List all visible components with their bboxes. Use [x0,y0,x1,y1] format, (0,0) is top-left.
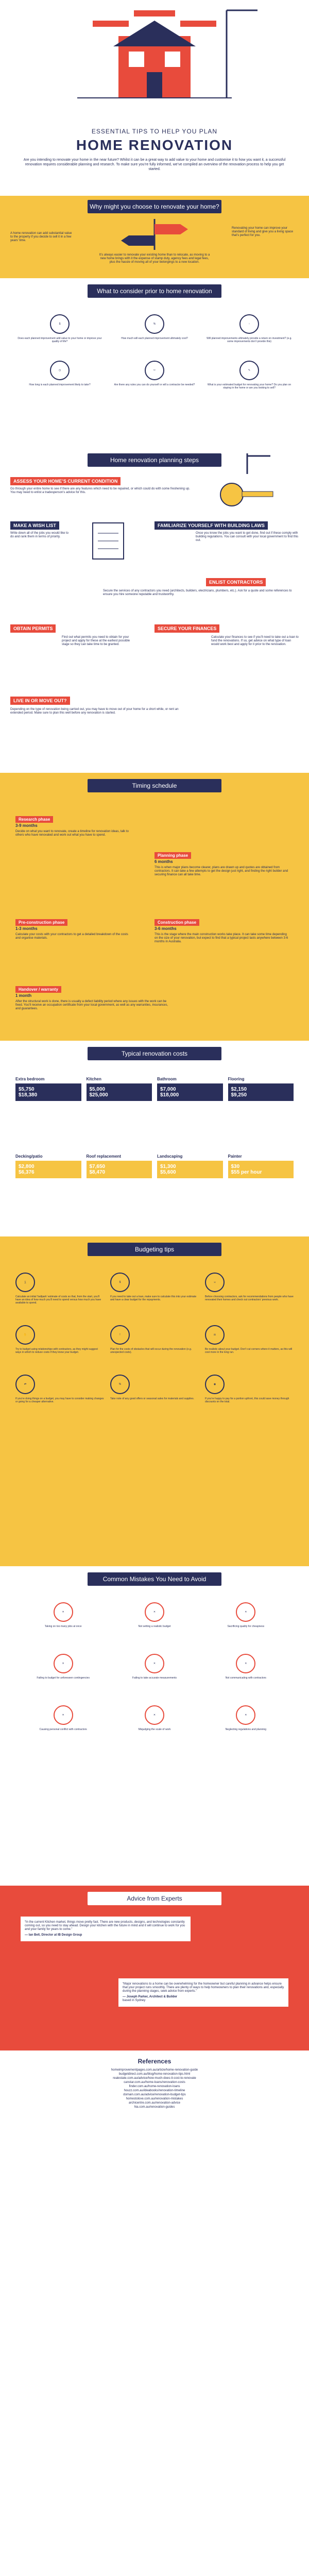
mistake-text: Sacrificing quality for cheapness [227,1625,265,1628]
regulations-icon: ✕ [236,1705,255,1725]
budget-tip [110,1375,199,1403]
construction-duration: 3-6 months [154,926,177,931]
handover-phase [15,984,170,1011]
advice-title: Advice from Experts [88,1892,221,1905]
consider-text: How long is each planned improvement likely to take? [29,383,91,386]
cost-label: Bathroom [157,1077,177,1081]
research-duration: 3-9 months [15,823,38,828]
wallet-icon: ✕ [145,1602,164,1622]
chat-icon: ✕ [236,1654,255,1673]
build-title: FAMILIARIZE YOURSELF WITH BUILDING LAWS [154,521,268,530]
header-illustration [0,0,309,124]
why-center-text: It’s always easier to renovate your existing home than to relocate, as moving to a new home brings with it the expense of stamp duty, agency fees and legal fees, plus the hassle of moving all of your belongings to a new location. [99,253,210,264]
cost-label: Painter [228,1154,242,1159]
mistake-text: Not setting a realistic budget [138,1625,171,1628]
clock-icon: ◷ [50,361,70,380]
cost-low: $2,150 [231,1087,247,1092]
costs-row-2 [15,1154,294,1190]
assess-text: Go through your entire home to see if there are any features which need to be repaired, or which could do with some freshening up. You may need to enlist a tradesperson’s advice for this. [10,487,190,494]
mistake-item [203,1654,288,1680]
mistake-item [21,1654,106,1680]
cost-label: Flooring [228,1077,245,1081]
budget-section [0,1236,309,1566]
reference-link[interactable]: budgetdirect.com.au/blog/home-renovation-tips.html [118,2073,191,2076]
precon-text: Calculate your costs with your contractors to get a detailed breakdown of the costs and organise materials. [15,933,128,940]
cost-item [87,1154,152,1190]
budget-text: Plan for the costs of obstacles that will occur during the renovation (e.g. unexpected costs). [110,1348,192,1354]
budget-tip [205,1325,294,1354]
costs-section [0,1041,309,1236]
consider-text: Are there any rules you can do yourself or will a contractor be needed? [114,383,195,386]
consider-grid [15,314,294,389]
wish-step [10,520,72,539]
quote-2-text: “Major renovations to a home can be overwhelming for the homeowner but careful planning in advance helps ensure that your project runs smoothly. There are plenty of ways to help homeowners to plan their renovations and, especially during the planning stages, seek advice from experts.” [123,1982,284,1993]
warning-icon: ! [110,1325,130,1345]
cost-item [228,1077,294,1113]
cost-low: $2,800 [19,1164,35,1170]
wish-text: Write down all of the jobs you would like to do and rank them in terms of priority. [10,532,68,538]
construction-phase [154,917,288,944]
advice-section [0,1886,309,2050]
cost-high: $18,000 [160,1092,179,1098]
conflict-icon: ✕ [54,1705,73,1725]
timing-title: Timing schedule [88,779,221,792]
planning-phase [154,850,288,877]
loan-icon: $ [110,1273,130,1292]
live-title: LIVE IN OR MOVE OUT? [10,697,70,705]
quote-2 [118,1978,288,2007]
cost-label: Extra bedroom [15,1077,45,1081]
reference-link[interactable]: domain.com.au/advice/renovation-budget-tips [123,2093,186,2096]
consider-text: How much will each planned improvement ultimately cost? [121,337,188,340]
permits-step [10,623,144,647]
consider-item [205,314,294,343]
permits-text: Find out what permits you need to obtain for your project and apply for these at the earliest possible stage so they can take time to be granted. [62,636,130,646]
why-title: Why might you choose to renovate your home? [88,200,221,213]
mistake-item [203,1602,288,1628]
research-label: Research phase [15,816,53,823]
cost-low: $5,750 [19,1087,35,1092]
cost-low: $30 [231,1164,240,1170]
reference-link[interactable]: canstar.com.au/home-loans/renovation-costs [124,2081,185,2084]
mistakes-grid [21,1602,288,1731]
budget-text: Try to budget using relationships with contractors, as they might suggest ways in which to reduce costs if they know your budget. [15,1348,98,1354]
budget-tip [15,1325,104,1354]
contingency-icon: ✕ [54,1654,73,1673]
planning-steps-section [0,453,309,773]
intro-text: Are you intending to renovate your home in the near future? Whilst it can be a great way to add value to your home and customise it to how you want it, a successful renovation requires considerable planning and research. To make sure you’re fully informed, we’ve compiled an overview of the renovation process to help you get started. [23,158,286,171]
reference-link[interactable]: homeimprovementpages.com.au/article/home-renovation-guide [111,2069,198,2072]
ruler-icon: ✕ [145,1654,164,1673]
mistake-item [203,1705,288,1731]
cost-low: $7,000 [160,1087,176,1092]
cost-label: Roof replacement [86,1154,122,1159]
mistakes-section [0,1566,309,1886]
consider-title: What to consider prior to home renovation [88,284,221,298]
reference-link[interactable]: houzz.com.au/ideabooks/renovation-timeline [124,2089,185,2092]
cost-item [87,1077,152,1113]
cost-high: $18,380 [19,1092,38,1098]
budget-text: Take note of any good offers or seasonal sales for materials and supplies. [110,1397,195,1400]
cost-low: $7,650 [89,1164,106,1170]
cost-high: $55 per hour [231,1170,262,1175]
handover-label: Handover / warranty [15,986,61,993]
cost-item [15,1154,81,1190]
cost-icon: % [145,314,164,334]
why-left-text: A home renovation can add substantial value to the property if you decide to sell it in a few years’ time. [10,232,72,242]
consider-item [205,361,294,389]
mistake-item [112,1602,197,1628]
house-illustration [0,0,309,124]
swap-icon: ⇄ [15,1375,35,1394]
quote-1-text: “In the current Kitchen market, things move pretty fast. There are new products, designs, and technologies constantly coming out, so you need to stay ahead. Design your kitchen with the future in mind and it will continue to work for you and your family for years to come.” [25,1921,185,1931]
budget-title: Budgeting tips [88,1243,221,1256]
mistakes-title: Common Mistakes You Need to Avoid [88,1572,221,1586]
finance-title: SECURE YOUR FINANCES [154,624,219,633]
cost-high: $9,250 [231,1092,247,1098]
header-subtitle: ESSENTIAL TIPS TO HELP YOU PLAN [91,128,218,135]
planning-text: This is when major plans become clearer, plans are drawn up and quotes are obtained from contractors. It can take a few attempts to get the design just right, and finding the right builder and securing finance can all take time. [154,866,288,876]
assess-step [10,476,191,495]
wish-title: MAKE A WISH LIST [10,521,59,530]
cost-high: $8,470 [89,1170,106,1175]
consider-section [0,278,309,453]
research-phase [15,814,129,837]
cost-low: $1,300 [160,1164,176,1170]
planning-label: Planning phase [154,852,191,859]
cost-item [15,1077,81,1113]
build-text: Once you know the jobs you want to get done, find out if these comply with building regulations. You can consult with your local government to find this out. [196,532,299,542]
budget-text: If you’re happy to pay for a portion upfront, this could save money through discounts on the total. [205,1397,289,1403]
tag-icon: % [110,1375,130,1394]
budget-text: Be realistic about your budget. Don’t cut corners where it matters, as this will cost more in the long run. [205,1348,293,1354]
mistake-item [21,1602,106,1628]
costs-title: Typical renovation costs [88,1047,221,1060]
cost-high: $6,376 [19,1170,35,1175]
precon-phase [15,917,129,940]
reference-link[interactable]: archicentre.com.au/renovation-advice [128,2102,181,2105]
mistake-text: Taking on too many jobs at once [44,1625,82,1628]
costs-row-1 [15,1077,294,1113]
piggy-bank-icon: ◉ [205,1375,225,1394]
assess-title: ASSESS YOUR HOME’S CURRENT CONDITION [10,477,121,485]
budget-tip [205,1273,294,1304]
mistake-text: Causing personal conflict with contractors [39,1728,87,1731]
construction-label: Construction phase [154,919,199,926]
budget-text: If you’re doing things on a budget, you may have to consider making changes or going for a cheaper alternative. [15,1397,104,1403]
people-icon: ☺ [205,1273,225,1292]
consider-item [15,361,104,389]
handover-duration: 1 month [15,993,32,998]
mistake-item [21,1705,106,1731]
live-step [10,696,299,715]
construction-text: This is the stage where the main construction works take place. It can take some time depending on the size of your renovation, but expect to find that a typical project lasts anywhere between 3-6 months in Australia. [154,933,288,943]
tools-icon: ✂ [145,361,164,380]
cost-label: Decking/patio [15,1154,43,1159]
contract-title: ENLIST CONTRACTORS [206,578,266,586]
precon-duration: 1-3 months [15,926,38,931]
consider-item [110,314,199,343]
live-text: Depending on the type of renovation being carried out, you may have to move out of your home for a short while, or rent an extended period. Make sure to plan this well before any renovation is started. [10,708,179,715]
cost-item [157,1154,223,1190]
reference-link[interactable]: finder.com.au/home-renovation-loans [129,2085,180,2088]
finance-text: Calculate your finances to see if you’ll need to take out a loan to fund the renovations. If so, get advice on what type of loan would work best and apply for it prior to the renovation. [211,636,299,646]
consider-text: Will planned improvements ultimately provide a return on investment? (e.g. some improvements don’t provide this) [207,337,292,343]
budget-text: Calculate an initial ‘ballpark’ estimate of costs so that, from the start, you’ll have an idea of how much you’ll need to spend versus how much you have available to spend. [15,1295,101,1304]
signpost-icon [113,219,196,250]
budget-tip [15,1273,104,1304]
cost-label: Landscaping [157,1154,183,1159]
consider-text: What is your estimated budget for renovating your home? Do you plan on staying in the home or are you looking to sell? [207,383,291,389]
consider-text: Does each planned improvement add value to your home or improve your quality of life? [18,337,102,343]
why-section [0,196,309,278]
calculator-icon: ∑ [15,1273,35,1292]
consider-item [110,361,199,389]
scale-misjudge-icon: ✕ [145,1705,164,1725]
permits-title: OBTAIN PERMITS [10,624,56,633]
stages-title: Home renovation planning steps [88,453,221,467]
mistake-text: Not communicating with contractors [225,1676,266,1680]
consider-item [15,314,104,343]
research-text: Decide on what you want to renovate, create a timeline for renovation ideas, talk to others who have renovated and work out what you have to spend. [15,830,129,837]
page-title: HOME RENOVATION [76,137,233,153]
reference-link[interactable]: realestate.com.au/advice/how-much-does-it-cost-to-renovate [113,2077,196,2080]
crane-icon [242,453,273,474]
build-step [154,520,299,543]
investment-icon: ↑ [239,314,259,334]
cost-item [157,1077,223,1113]
references-section [0,2050,309,2555]
handover-text: After the structural work is done, there is usually a defect liability period where any issues with the work can be fixed. You’ll receive an occupation certificate from your local government, as well as any warranties, insurances, and guarantees. [15,1000,168,1010]
mistake-text: Failing to budget for unforeseen contingencies [37,1676,90,1680]
budget-tip [110,1325,199,1354]
header-title-block [0,124,309,196]
quote-1-author: — Ian Bell, Director at IB Design Group [25,1934,82,1937]
contract-step [103,577,299,597]
mistake-item [112,1705,197,1731]
why-right-text: Renovating your home can improve your standard of living and give you a living space that’s perfect for you. [232,227,294,237]
budget-text: Before choosing contractors, ask for recommendations from people who have renovated their homes and check out contractors’ previous work. [205,1295,294,1301]
cost-high: $5,600 [160,1170,176,1175]
timing-section [0,773,309,1041]
planning-duration: 6 months [154,859,173,864]
mistake-text: Neglecting regulations and planning [225,1728,267,1731]
cost-low: $5,000 [89,1087,106,1092]
budget-icon: ✎ [239,361,259,380]
handshake-icon: ✋ [15,1325,35,1345]
budget-tip [205,1375,294,1403]
overload-icon: ✕ [54,1602,73,1622]
references-list [0,2068,309,2109]
quote-2-author: — Joseph Parker, Architect & Builder [123,1995,178,1998]
reference-link[interactable]: hia.com.au/renovation-guides [134,2106,175,2109]
quality-icon: ✕ [236,1602,255,1622]
quote-1 [21,1917,191,1941]
precon-label: Pre-construction phase [15,919,67,926]
budget-tip [110,1273,199,1304]
measuring-tape-icon [216,479,278,510]
budget-grid [15,1273,294,1403]
cost-label: Kitchen [86,1077,101,1081]
quote-2-role: based in Sydney [123,1999,146,2002]
contract-text: Secure the services of any contractors you need (architects, builders, electricians, plumbers, etc.). Ask for a quote and some references to ensure you hire someone reputable and trustworthy. [103,589,292,596]
cost-high: $25,000 [89,1092,108,1098]
cost-item [228,1154,294,1190]
budget-tip [15,1375,104,1403]
scale-icon: ⚖ [205,1325,225,1345]
reference-link[interactable]: homestolove.com.au/renovation-mistakes [126,2097,183,2100]
mistake-item [112,1654,197,1680]
references-title: References [138,2058,171,2065]
value-icon: $ [50,314,70,334]
mistake-text: Failing to take accurate measurements [132,1676,177,1680]
notepad-icon [82,520,134,562]
mistake-text: Misjudging the scale of work [138,1728,171,1731]
finance-step [154,623,299,647]
budget-text: If you need to take out a loan, make sure to calculate this into your estimate and have a clear budget for the repayments. [110,1295,197,1301]
